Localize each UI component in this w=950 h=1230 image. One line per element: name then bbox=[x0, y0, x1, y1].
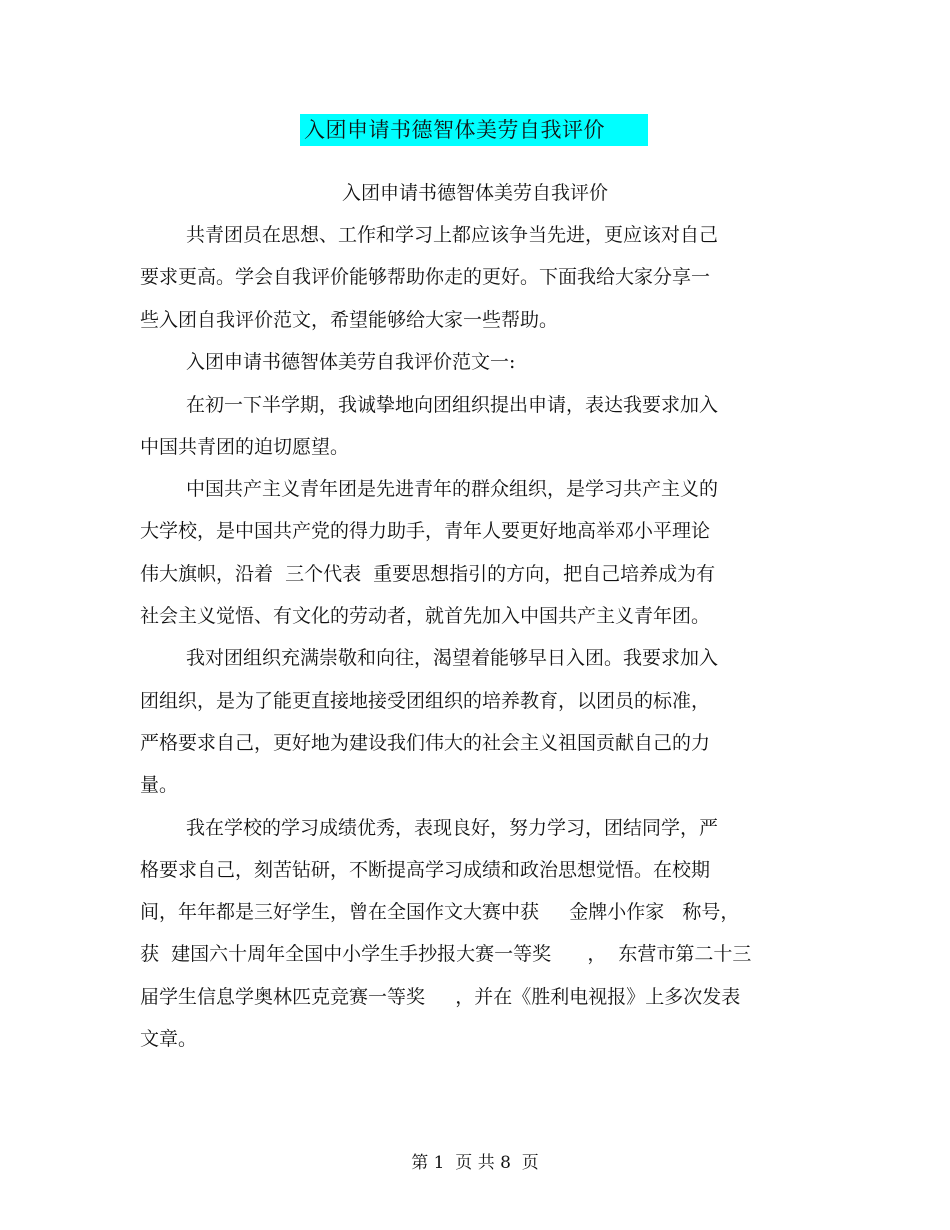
body-line: 团组织，是为了能更直接地接受团组织的培养教育，以团员的标准， bbox=[140, 690, 711, 712]
body-line: 格要求自己，刻苦钻研，不断提高学习成绩和政治思想觉悟。在校期 bbox=[140, 859, 711, 881]
document-subtitle: 入团申请书德智体美劳自我评价 bbox=[341, 182, 608, 204]
body-line: 间，年年都是三好学生，曾在全国作文大赛中获 金牌小作家 称号， bbox=[140, 901, 740, 923]
body-line: 中国共青团的迫切愿望。 bbox=[140, 436, 350, 458]
body-line: 中国共产主义青年团是先进青年的群众组织，是学习共产主义的 bbox=[186, 478, 719, 500]
body-line: 共青团员在思想、工作和学习上都应该争当先进，更应该对自己 bbox=[186, 224, 719, 246]
body-line: 文章。 bbox=[140, 1028, 198, 1050]
body-line: 大学校，是中国共产党的得力助手，青年人要更好地高举邓小平理论 bbox=[140, 520, 711, 542]
document-title: 入团申请书德智体美劳自我评价 bbox=[304, 118, 605, 142]
body-line: 量。 bbox=[140, 774, 179, 796]
body-line: 些入团自我评价范文，希望能够给大家一些帮助。 bbox=[140, 309, 559, 331]
body-line: 社会主义觉悟、有文化的劳动者，就首先加入中国共产主义青年团。 bbox=[140, 605, 711, 627]
body-line: 伟大旗帜，沿着 三个代表 重要思想指引的方向，把自己培养成为有 bbox=[140, 563, 716, 585]
body-line: 在初一下半学期，我诚挚地向团组织提出申请，表达我要求加入 bbox=[186, 394, 719, 416]
body-line: 届学生信息学奥林匹克竞赛一等奖 ，并在《胜利电视报》上多次发表 bbox=[140, 986, 741, 1008]
body-line: 要求更高。学会自我评价能够帮助你走的更好。下面我给大家分享一 bbox=[140, 266, 711, 288]
page-indicator: 第 1 页 共 8 页 bbox=[411, 1153, 539, 1173]
body-line: 入团申请书德智体美劳自我评价范文一: bbox=[186, 351, 516, 373]
body-line: 我对团组织充满崇敬和向往，渴望着能够早日入团。我要求加入 bbox=[186, 647, 719, 669]
body-line: 严格要求自己，更好地为建设我们伟大的社会主义祖国贡献自己的力 bbox=[140, 732, 711, 754]
body-line: 我在学校的学习成绩优秀，表现良好，努力学习，团结同学，严 bbox=[186, 817, 719, 839]
body-line: 获 建国六十周年全国中小学生手抄报大赛一等奖 ， 东营市第二十三 bbox=[140, 943, 752, 965]
